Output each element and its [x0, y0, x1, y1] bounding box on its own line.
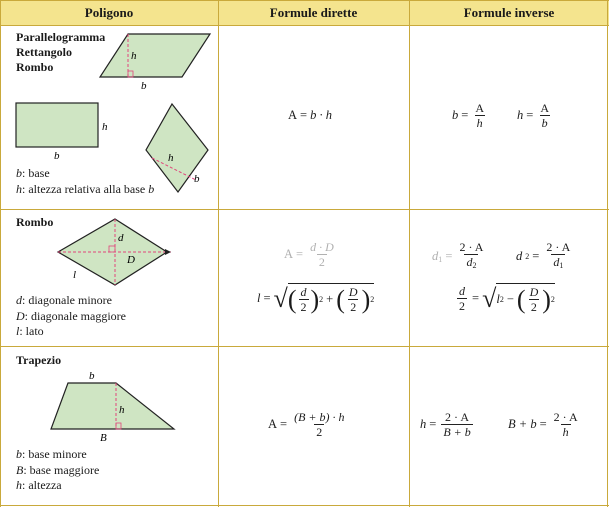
- grid-line: [218, 0, 219, 507]
- parallelogram-b-label: b: [141, 80, 147, 92]
- rectangle-b-label: b: [54, 150, 60, 162]
- row3-inverse-formula-h: h = $\frac{2 \cdot A}{B + b}$: [420, 410, 471, 439]
- row1-title: Parallelogramma Rettangolo Rombo: [16, 30, 106, 74]
- row3-title: Trapezio: [16, 353, 62, 367]
- row2-direct-formula-area: A = $\frac{d \cdot D}{2}$: [284, 240, 334, 269]
- row3-legend: b: base minore B: base maggiore h: altezza: [16, 447, 100, 492]
- row2-inverse-formula-half-d: $\frac{d}{2}$ = √ l 2 − ( $\frac{D}{2}$ ) 2: [459, 283, 555, 314]
- parallelogram-h-label: h: [131, 50, 137, 62]
- row2-inverse-formula-d2: d 2 = $\frac{2 \cdot A}{d_1}$: [516, 240, 574, 273]
- grid-line: [607, 0, 608, 507]
- rhombus-diagonals-figure: [55, 216, 175, 288]
- rhombus-h-label: h: [168, 152, 174, 164]
- row3-direct-formula: A = $\frac{(B + b) \cdot h}{2}$: [268, 410, 345, 439]
- row2-inverse-formula-d1: $d_1$ = $\frac{2 \cdot A}{d_2}$: [432, 240, 487, 273]
- grid-line: [0, 0, 1, 507]
- grid-line: [409, 0, 410, 507]
- row3-inverse-formula-bsum: B + b = $\frac{2 \cdot A}{h}$: [508, 410, 578, 439]
- rhombus-b-label: b: [194, 173, 200, 185]
- grid-line: [0, 505, 609, 506]
- parallelogram-figure: [98, 30, 216, 92]
- row1-inverse-formula-b: b = $\frac{A}{h}$: [452, 101, 484, 130]
- row1-legend: b: base h: altezza relativa alla base b: [16, 166, 155, 196]
- row2-legend: d: diagonale minore D: diagonale maggiore l: lato: [16, 293, 126, 338]
- row1-direct-formula: A = b · h: [288, 108, 332, 122]
- grid-line: [0, 0, 609, 1]
- row2-title: Rombo: [16, 215, 54, 229]
- header-inverse-formulas: Formule inverse: [409, 0, 609, 26]
- header-polygon: Poligono: [0, 0, 218, 26]
- rhombus-tilted-figure: [144, 100, 214, 196]
- rhombus-D-label: D: [127, 254, 135, 266]
- trapezoid-figure: [48, 370, 180, 444]
- grid-line: [0, 209, 609, 210]
- row1-inverse-formula-h: h = $\frac{A}{b}$: [517, 101, 549, 130]
- trapezoid-B-label: B: [100, 432, 107, 444]
- row2-direct-formula-side: l = √ ( $\frac{d}{2}$ ) 2 + ( $\frac{D}{2}$ ) 2: [257, 283, 375, 314]
- rhombus-l-label: l: [73, 269, 77, 281]
- rectangle-h-label: h: [102, 121, 108, 133]
- trapezoid-b-label: b: [89, 370, 95, 382]
- trapezoid-h-label: h: [119, 404, 125, 416]
- grid-line: [0, 346, 609, 347]
- grid-line: [0, 25, 609, 26]
- rectangle-figure: [14, 100, 114, 162]
- header-direct-formulas: Formule dirette: [218, 0, 409, 26]
- rhombus-d-label: d: [118, 232, 124, 244]
